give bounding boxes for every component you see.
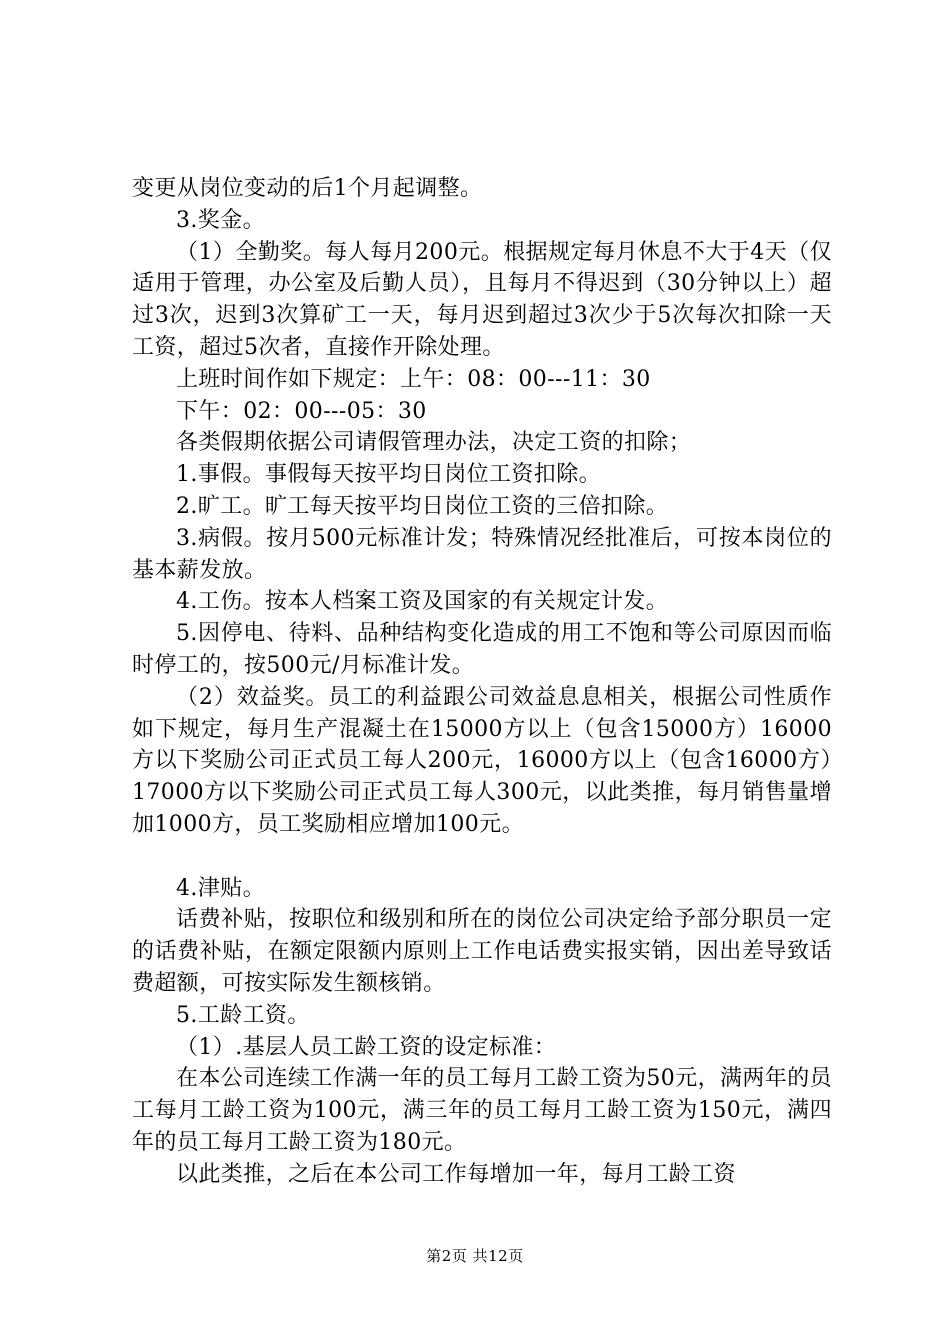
paragraph-phone-allowance: 话费补贴，按职位和级别和所在的岗位公司决定给予部分职员一定的话费补贴，在额定限额内原则上工作电话费实报实销，因出差导致话费超额，可按实际发生额核销。 <box>132 907 832 996</box>
paragraph-leave-policy: 各类假期依据公司请假管理办法，决定工资的扣除； <box>176 430 692 456</box>
paragraph-work-injury: 4.工伤。按本人档案工资及国家的有关规定计发。 <box>176 589 669 615</box>
document-body <box>132 173 832 1191</box>
paragraph-seniority-amounts: 在本公司连续工作满一年的员工每月工龄工资为50元，满两年的员工每月工龄工资为100元，满三年的员工每月工龄工资为150元，满四年的员工每月工龄工资为180元。 <box>132 1066 832 1155</box>
paragraph-sick-leave: 3.病假。按月500元标准计发；特殊情况经批准后，可按本岗位的基本薪发放。 <box>132 525 832 583</box>
paragraph-seniority-standard: （1）.基层人员工龄工资的设定标准： <box>176 1034 557 1060</box>
paragraph-seniority-increment: 以此类推，之后在本公司工作每增加一年，每月工龄工资 <box>176 1161 737 1187</box>
paragraph-personal-leave: 1.事假。事假每天按平均日岗位工资扣除。 <box>176 462 601 488</box>
paragraph-work-hours-afternoon: 下午：02：00---05：30 <box>176 398 427 424</box>
page-footer <box>0 1245 950 1266</box>
page-number-label: 第2页 共12页 <box>426 1247 524 1265</box>
paragraph-work-hours-morning: 上班时间作如下规定：上午：08：00---11：30 <box>176 366 651 392</box>
heading-bonus: 3.奖金。 <box>176 207 265 233</box>
paragraph-continuation: 变更从岗位变动的后1个月起调整。 <box>132 176 483 201</box>
paragraph-absenteeism: 2.旷工。旷工每天按平均日岗位工资的三倍扣除。 <box>176 493 669 519</box>
heading-seniority-pay: 5.工龄工资。 <box>176 1002 310 1028</box>
paragraph-attendance-bonus: （1）全勤奖。每人每月200元。根据规定每月休息不大于4天（仅适用于管理，办公室及后勤人员），且每月不得迟到（30分钟以上）超过3次，迟到3次算矿工一天，每月迟到超过3次少于5次每次扣除一天工资，超过5次者，直接作开除处理。 <box>132 239 832 360</box>
heading-allowance: 4.津贴。 <box>176 875 265 901</box>
paragraph-work-stoppage: 5.因停电、待料、品种结构变化造成的用工不饱和等公司原因而临时停工的，按500元/月标准计发。 <box>132 621 832 678</box>
paragraph-gap <box>132 841 832 873</box>
paragraph-performance-bonus: （2）效益奖。员工的利益跟公司效益息息相关，根据公司性质作如下规定，每月生产混凝土在15000方以上（包含15000方）16000方以下奖励公司正式员工每人200元，16000方以上（包含16000方）17000方以下奖励公司正式员工每人300元，以此类推，每月销售量增加1000方，员工奖励相应增加100元。 <box>132 684 832 837</box>
